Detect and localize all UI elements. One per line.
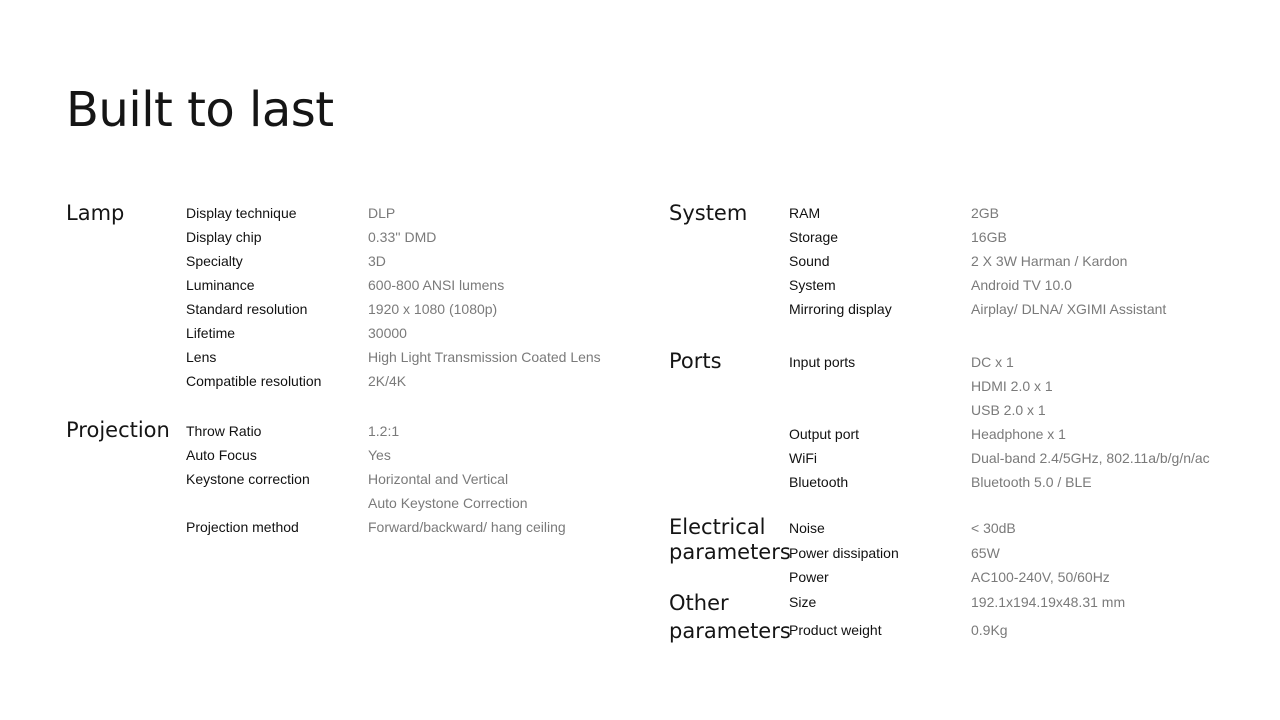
spec-value: 2 X 3W Harman / Kardon	[971, 253, 1128, 269]
spec-value: < 30dB	[971, 520, 1016, 536]
spec-value: HDMI 2.0 x 1	[971, 378, 1053, 394]
spec-label: WiFi	[789, 450, 817, 466]
group-label-other-parameters: Other parameters	[669, 591, 791, 643]
group-label-electrical-parameters: Electrical parameters	[669, 515, 791, 564]
spec-label: Mirroring display	[789, 301, 892, 317]
spec-value: 192.1x194.19x48.31 mm	[971, 594, 1126, 610]
spec-label: Output port	[789, 426, 860, 442]
group-label-system: System	[669, 201, 748, 225]
group-label-ports: Ports	[669, 349, 722, 373]
spec-value: 3D	[368, 253, 386, 269]
group-label-projection: Projection	[66, 418, 170, 442]
spec-label: Standard resolution	[186, 301, 308, 317]
spec-value: Horizontal and Vertical	[368, 471, 509, 487]
spec-label: Input ports	[789, 354, 856, 370]
spec-label: Luminance	[186, 277, 255, 293]
spec-value: 1.2:1	[368, 423, 400, 439]
spec-label: Noise	[789, 520, 825, 536]
page-title: Built to last	[66, 82, 334, 138]
spec-value: Bluetooth 5.0 / BLE	[971, 474, 1092, 490]
spec-label: Display chip	[186, 229, 262, 245]
spec-value: High Light Transmission Coated Lens	[368, 349, 601, 365]
spec-value: Android TV 10.0	[971, 277, 1072, 293]
spec-value: Airplay/ DLNA/ XGIMI Assistant	[971, 301, 1167, 317]
spec-value: 0.9Kg	[971, 622, 1008, 638]
spec-value: Auto Keystone Correction	[368, 495, 528, 511]
spec-value: 65W	[971, 545, 1000, 561]
spec-value: DLP	[368, 205, 396, 221]
spec-value: DC x 1	[971, 354, 1014, 370]
spec-label: Power dissipation	[789, 545, 899, 561]
spec-value: Yes	[368, 447, 391, 463]
spec-label: Bluetooth	[789, 474, 849, 490]
spec-label: Compatible resolution	[186, 373, 322, 389]
spec-label: Projection method	[186, 519, 299, 535]
spec-value: AC100-240V, 50/60Hz	[971, 569, 1110, 585]
spec-label: Power	[789, 569, 829, 585]
spec-label: Throw Ratio	[186, 423, 262, 439]
spec-value: USB 2.0 x 1	[971, 402, 1046, 418]
spec-value: Dual-band 2.4/5GHz, 802.11a/b/g/n/ac	[971, 450, 1210, 466]
spec-value: 2GB	[971, 205, 1000, 221]
spec-label: Specialty	[186, 253, 243, 269]
spec-value: 600-800 ANSI lumens	[368, 277, 505, 293]
spec-value: 30000	[368, 325, 407, 341]
spec-label: Lens	[186, 349, 217, 365]
spec-label: Storage	[789, 229, 839, 245]
spec-value: 1920 x 1080 (1080p)	[368, 301, 498, 317]
spec-value: 0.33'' DMD	[368, 229, 437, 245]
spec-label: Sound	[789, 253, 830, 269]
spec-value: 16GB	[971, 229, 1007, 245]
spec-label: Size	[789, 594, 817, 610]
spec-value: Headphone x 1	[971, 426, 1066, 442]
spec-label: RAM	[789, 205, 821, 221]
spec-label: Keystone correction	[186, 471, 310, 487]
spec-value: Forward/backward/ hang ceiling	[368, 519, 566, 535]
spec-label: Lifetime	[186, 325, 236, 341]
spec-label: Display technique	[186, 205, 297, 221]
spec-label: Product weight	[789, 622, 882, 638]
spec-label: Auto Focus	[186, 447, 257, 463]
spec-label: System	[789, 277, 836, 293]
spec-value: 2K/4K	[368, 373, 407, 389]
group-label-lamp: Lamp	[66, 201, 125, 225]
